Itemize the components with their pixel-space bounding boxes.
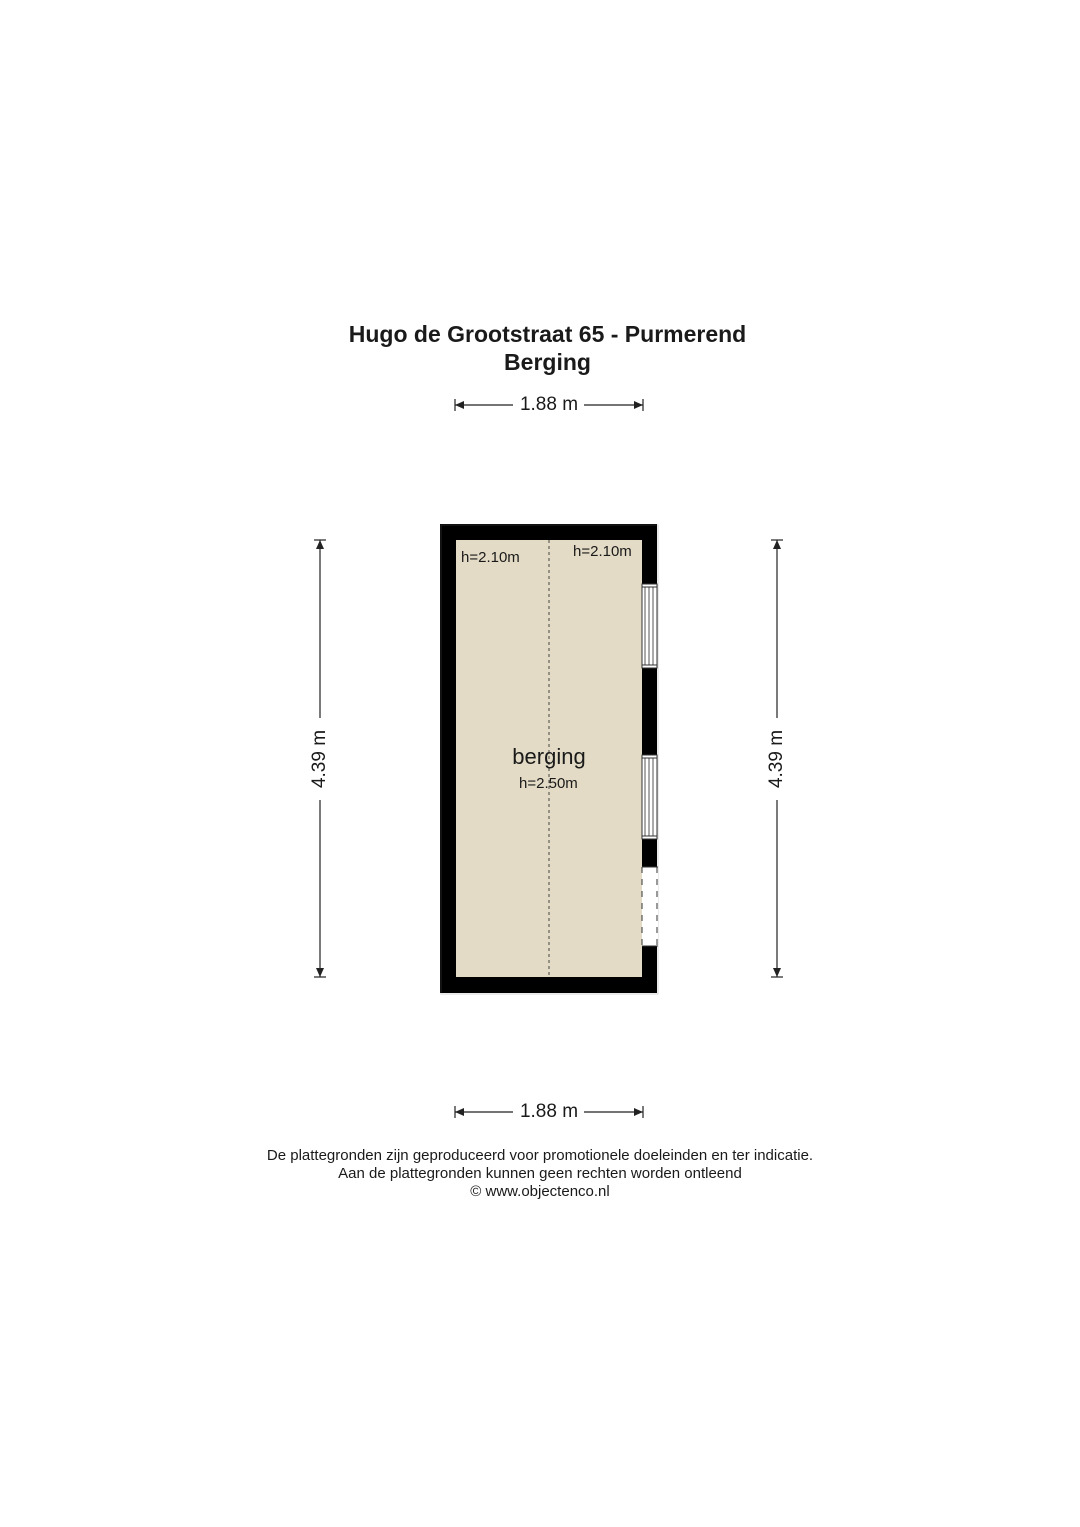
height-label-left: h=2.10m <box>461 549 520 566</box>
dimension-top-label: 1.88 m <box>514 394 584 416</box>
window-upper <box>642 584 657 668</box>
copyright-line: © www.objectenco.nl <box>470 1183 610 1200</box>
dimension-right-label: 4.39 m <box>766 719 788 799</box>
room-name: berging <box>512 744 586 769</box>
window-lower <box>642 755 657 839</box>
dimension-bottom-label: 1.88 m <box>514 1101 584 1123</box>
disclaimer-line-1: De plattegronden zijn geproduceerd voor promotionele doeleinden en ter indicatie. <box>266 1147 814 1164</box>
disclaimer-line-2: Aan de plattegronden kunnen geen rechten worden ontleend <box>338 1165 742 1182</box>
dimension-left-label: 4.39 m <box>309 719 331 799</box>
page-title: Hugo de Grootstraat 65 - Purmerend <box>348 321 747 347</box>
height-label-center: h=2.50m <box>519 775 578 792</box>
door-opening <box>642 867 658 946</box>
floor-title: Berging <box>504 349 591 375</box>
height-label-right: h=2.10m <box>573 543 632 560</box>
